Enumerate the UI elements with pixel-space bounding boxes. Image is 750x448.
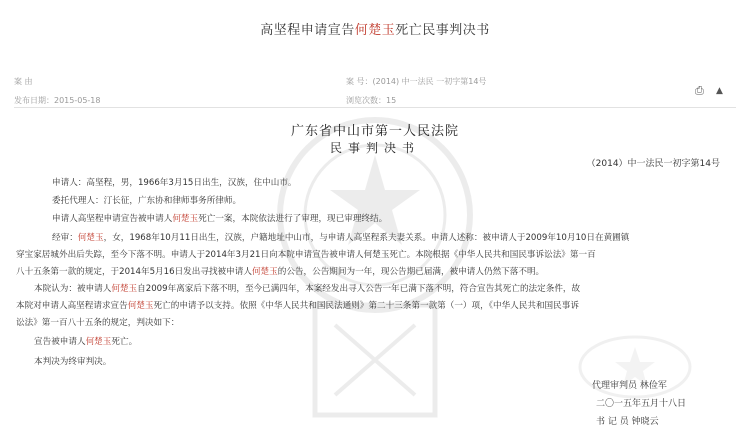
scroll-top-icon[interactable]: ▲: [716, 86, 723, 96]
agent-line: 委托代理人：汀长征，广东协和律师事务所律师。: [52, 196, 242, 206]
meta-case-reason: 案 由: [14, 77, 33, 86]
clerk-signature: 书 记 员 钟晓云: [596, 417, 659, 427]
applicant-line: 申请人：高坚程，男，1966年3月15日出生，汉族，住中山市。: [52, 178, 297, 188]
reasoning-line-2: 本院对申请人高坚程请求宣告何楚玉死亡的申请予以支持。依照《中华人民共和国民法通则》第二十三条第一款第（一）项，《中华人民共和国民事诉: [16, 301, 579, 311]
document-type: 民事判决书: [329, 141, 420, 155]
intro-line: 申请人高坚程申请宣告被申请人何楚玉死亡一案，本院依法进行了审理，现已审理终结。: [52, 214, 388, 224]
judgment-date: 二〇一五年五月十八日: [596, 399, 687, 409]
case-number: （2014）中一法民一初字第14号: [586, 159, 720, 169]
final-line: 本判决为终审判决。: [34, 357, 112, 367]
facts-line-2: 穿宝家居城外出后失踪，至今下落不明。申请人于2014年3月21日向本院申请宣告被申请人何楚玉死亡。本院根据《中华人民共和国民事诉讼法》第一百: [16, 250, 596, 260]
reasoning-line-3: 讼法》第一百八十五条的规定，判决如下：: [16, 318, 180, 328]
reasoning-line-1: 本院认为：被申请人何楚玉自2009年离家后下落不明，至今已满四年，本案经发出寻人公告一年已满下落不明，符合宣告其死亡的法定条件，故: [34, 284, 581, 294]
print-icon[interactable]: ⎙: [695, 84, 704, 97]
document-title: [0, 19, 750, 38]
facts-line-3: 八十五条第一款的规定，于2014年5月16日发出寻找被申请人何楚玉的公告，公告期间为一年，现公告期已届满，被申请人仍然下落不明。: [16, 267, 545, 277]
title-name: 何楚玉: [354, 23, 396, 38]
court-name: 广东省中山市第一人民法院: [290, 124, 459, 139]
title-prefix: 高坚程申请宣告: [260, 23, 355, 38]
judge-signature: 代理审判员 林俭军: [592, 381, 667, 391]
court-seal-watermark: [575, 332, 695, 402]
meta-publish-date: 发布日期：2015-05-18: [14, 96, 101, 105]
meta-view-count: 浏览次数：15: [346, 96, 397, 105]
judgment-line: 宣告被申请人何楚玉死亡。: [34, 337, 138, 347]
title-suffix: 死亡民事判决书: [395, 23, 490, 38]
facts-line-1: 经审：何楚玉，女，1968年10月11日出生，汉族，户籍地址中山市，与申请人高坚程系夫妻关系。申请人述称：被申请人于2009年10月10日在黄圃镇: [52, 233, 630, 243]
meta-case-no: 案 号：(2014) 中一法民 一初字第14号: [346, 77, 487, 86]
